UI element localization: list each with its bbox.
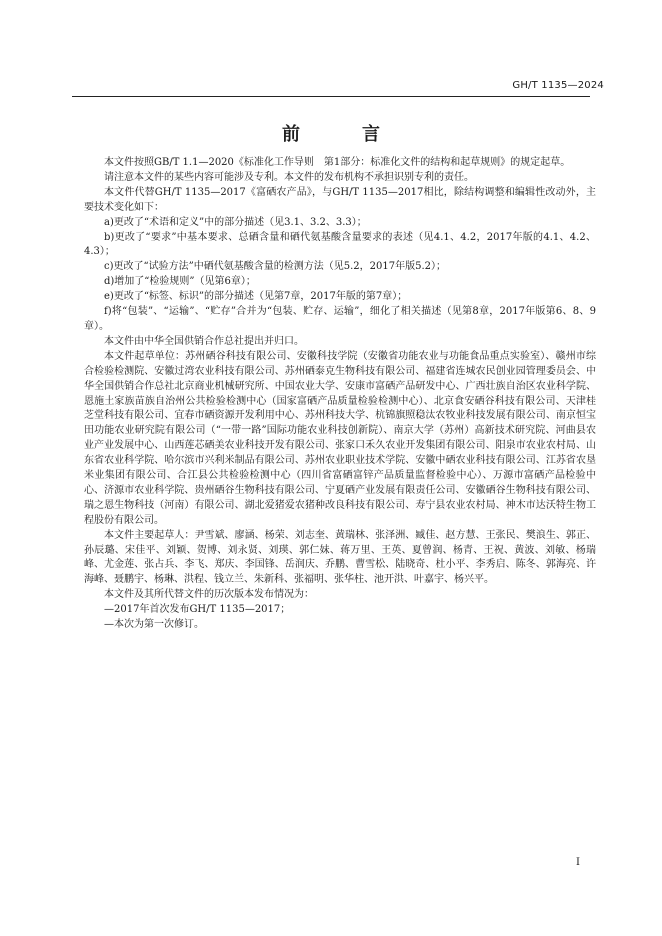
paragraph-replacement: 本文件代替GH/T 1135—2017《富硒农产品》，与GH/T 1135—2017相比，除结构调整和编辑性改动外，主要技术变化如下：: [84, 186, 596, 213]
paragraph-proposer: 本文件由中华全国供销合作总社提出并归口。: [104, 335, 304, 347]
change-item-e: e)更改了“标签、标识”的部分描述（见第7章，2017年版的第7章）；: [104, 291, 408, 303]
change-item-c: c)更改了“试验方法”中硒代氨基酸含量的检测方法（见5.2，2017年版5.2）；: [104, 261, 446, 273]
change-item-a: a)更改了“术语和定义”中的部分描述（见3.1、3.2、3.3）；: [104, 216, 367, 228]
change-item-d: d)增加了“检验规则”（见第6章）；: [104, 276, 256, 288]
history-item-current: —本次为第一次修订。: [104, 619, 204, 631]
standard-code: GH/T 1135—2024: [512, 80, 604, 91]
change-item-f: f)将“包装”、“运输”、“贮存”合并为“包装、贮存、运输”，细化了相关描述（见第8章，2017年版第6、8、9章）。: [84, 306, 596, 332]
paragraph-history-intro: 本文件及其所代替文件的历次版本发布情况为：: [104, 589, 314, 601]
history-item-2017: —2017年首次发布GH/T 1135—2017；: [104, 604, 291, 616]
document-body: [84, 156, 596, 633]
paragraph-drafters: 本文件主要起草人：尹雪斌、廖涵、杨荣、刘志奎、黄瑞林、张泽洲、臧佳、赵方慧、王张民、樊浪生、郭正、孙辰璐、宋佳平、刘颖、贺博、刘永贤、刘瑛、郭仁妹、蒋万里、王英、夏曾润、杨青、王祝、黄波、刘敏、杨瑞峰、尤金莲、张占兵、李飞、郑庆、李国锋、岳润庆、乔鹏、曹雪松、陆晓奇、杜小平、李秀启、陈冬、郭海亮、许海峰、聂鹏宇、杨琳、洪程、钱立兰、朱新科、张福明、张华柱、池开洪、叶嘉宇、杨兴平。: [84, 529, 596, 586]
paragraph-drafting-rules: 本文件按照GB/T 1.1—2020《标准化工作导则 第1部分：标准化文件的结构和起草规则》的规定起草。: [104, 157, 571, 168]
page-title: 前 言: [282, 124, 402, 145]
change-item-b: b)更改了“要求”中基本要求、总硒含量和硒代氨基酸含量要求的表述（见4.1、4.2，2017年版的4.1、4.2、4.3）；: [84, 231, 596, 258]
header-rule: [72, 96, 590, 97]
paragraph-patent-notice: 请注意本文件的某些内容可能涉及专利。本文件的发布机构不承担识别专利的责任。: [104, 171, 474, 183]
page-number: I: [576, 857, 580, 868]
paragraph-drafting-units: 本文件起草单位：苏州硒谷科技有限公司、安徽科技学院（安徽省功能农业与功能食品重点实验室）、赣州市综合检验检测院、安徽过湾农业科技有限公司、苏州硒泰克生物科技有限公司、福建省连城农民创业园管理委员会、中华全国供销合作总社北京商业机械研究所、中国农业大学、安康市富硒产品研发中心、广西壮族自治区农业科学院、恩施土家族苗族自治州公共检验检测中心（国家富硒产品质量检验检测中心）、北京食安硒谷科技有限公司、天津桂芝堂科技有限公司、宜春市硒资源开发利用中心、苏州科技大学、杭锦旗照稳汰农牧业科技发展有限公司、南京恒宝田功能农业研究院有限公司（“一带一路”国际功能农业科技创新院）、南京大学（苏州）高新技术研究院、河曲县农业产业发展中心、山西莲芯硒美农业科技开发有限公司、张家口禾久农业开发集团有限公司、阳泉市农业农村局、山东省农业科学院、哈尔滨市兴利米制品有限公司、苏州农业职业技术学院、安徽中硒农业科技有限公司、江苏省农垦米业集团有限公司、合江县公共检验检测中心（四川省富硒富锌产品质量监督检验中心）、万源市富硒产品检验中心、济源市农业科学院、贵州硒谷生物科技有限公司、宁夏硒产业发展有限责任公司、安徽硒谷生物科技有限公司、瑞之恩生物科技（河南）有限公司、湖北爱猪爱农猪种改良科技有限公司、寿宁县农业农村局、神木市达沃特生物工程股份有限公司。: [84, 350, 596, 526]
